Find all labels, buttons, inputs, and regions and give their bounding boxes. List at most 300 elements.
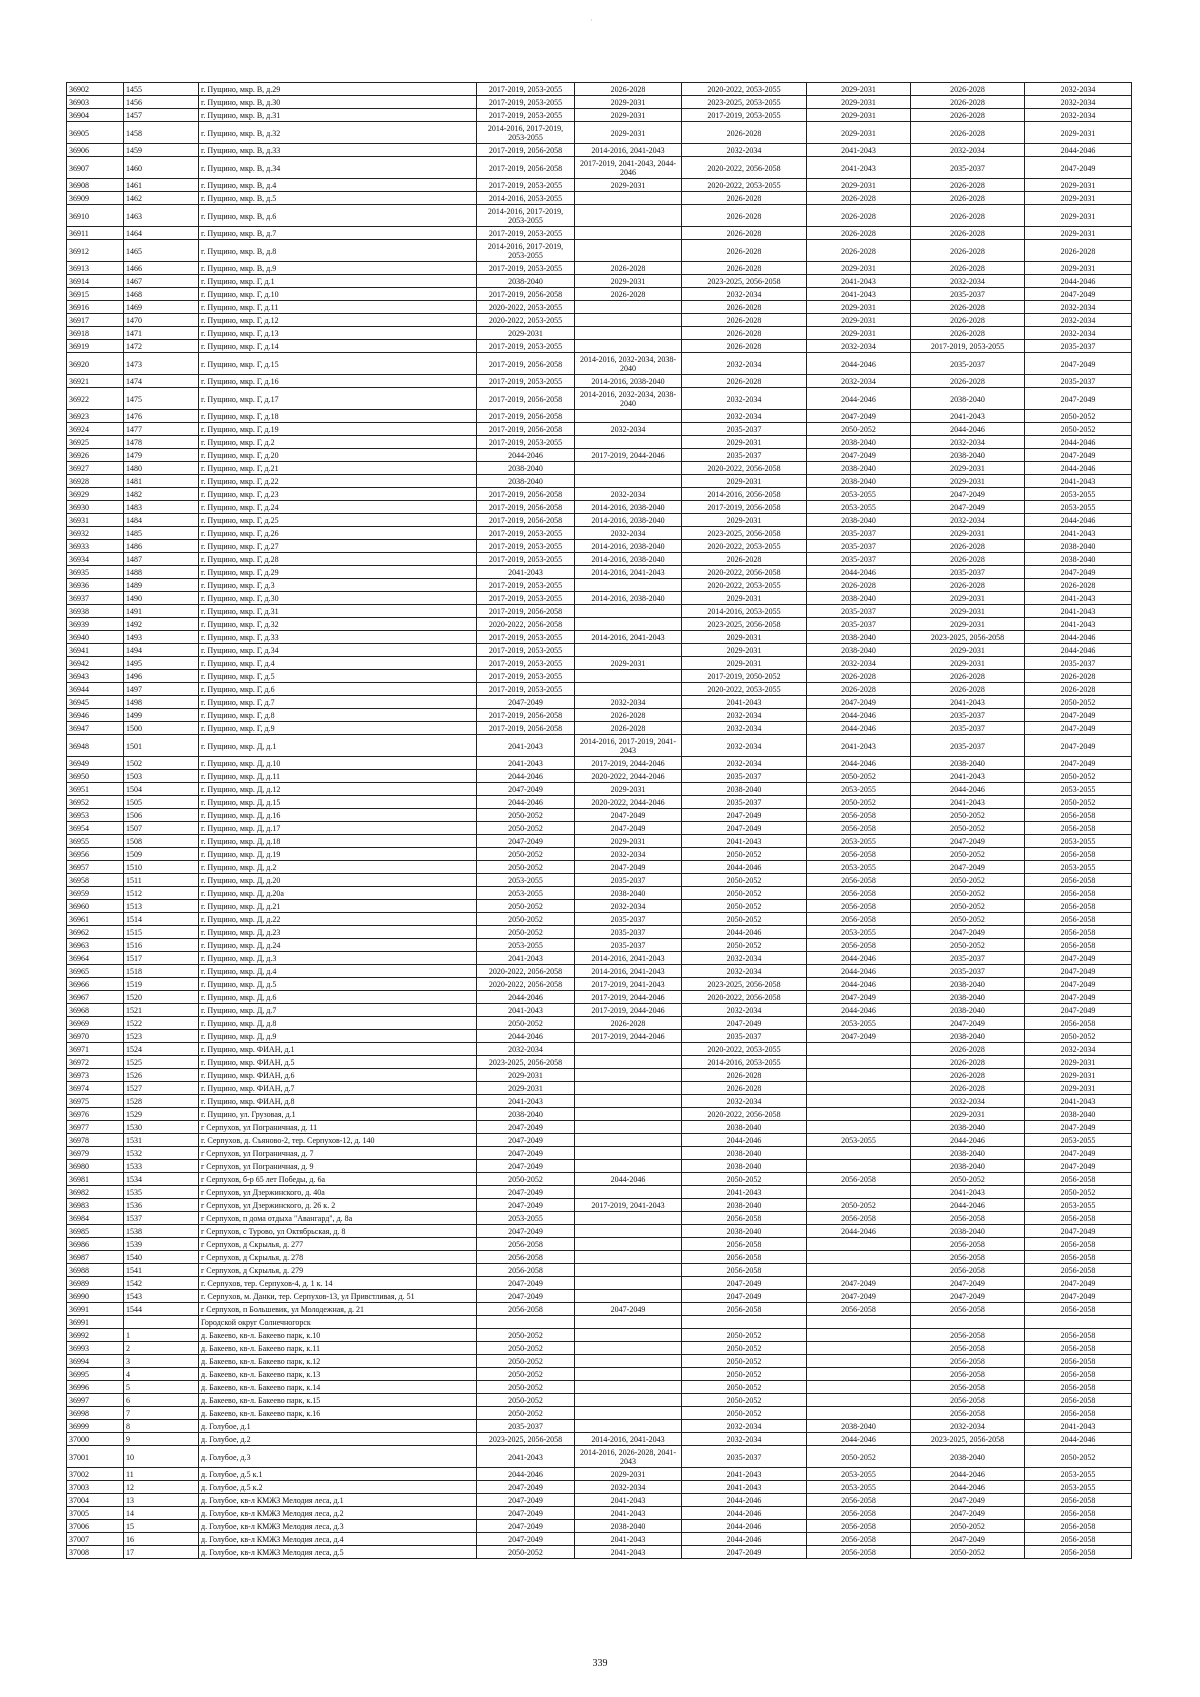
row-number-cell: 11	[124, 1468, 199, 1481]
period-cell-3: 2032-2034	[682, 353, 807, 375]
address-cell: г. Пущино, мкр. Д, д.23	[199, 926, 477, 939]
row-id-cell: 36943	[67, 670, 124, 683]
address-cell: г. Пущино, мкр. Г, д.5	[199, 670, 477, 683]
period-cell-1: 2020-2022, 2056-2058	[477, 965, 575, 978]
table-row	[67, 952, 1132, 965]
period-cell-2	[575, 670, 682, 683]
period-cell-4: 2038-2040	[807, 644, 911, 657]
table-row	[67, 275, 1132, 288]
period-cell-4	[807, 1186, 911, 1199]
period-cell-2	[575, 618, 682, 631]
period-cell-2: 2014-2016, 2038-2040	[575, 501, 682, 514]
address-cell: г. Пущино, мкр. Д, д.20	[199, 874, 477, 887]
period-cell-6: 2047-2049	[1025, 1277, 1132, 1290]
period-cell-5: 2056-2058	[911, 1342, 1025, 1355]
period-cell-4	[807, 1160, 911, 1173]
row-number-cell: 1544	[124, 1303, 199, 1316]
period-cell-2	[575, 1329, 682, 1342]
period-cell-1: 2029-2031	[477, 1082, 575, 1095]
period-cell-5: 2026-2028	[911, 314, 1025, 327]
row-number-cell: 1517	[124, 952, 199, 965]
table-row	[67, 579, 1132, 592]
period-cell-4	[807, 1381, 911, 1394]
period-cell-2: 2026-2028	[575, 1017, 682, 1030]
period-cell-4: 2029-2031	[807, 314, 911, 327]
address-cell: г. Пущино, мкр. В, д.29	[199, 83, 477, 96]
period-cell-3: 2041-2043	[682, 1186, 807, 1199]
row-number-cell: 1535	[124, 1186, 199, 1199]
period-cell-5: 2026-2028	[911, 683, 1025, 696]
period-cell-6: 2053-2055	[1025, 835, 1132, 848]
period-cell-2	[575, 1225, 682, 1238]
row-id-cell: 36929	[67, 488, 124, 501]
table-row	[67, 822, 1132, 835]
period-cell-4: 2026-2028	[807, 683, 911, 696]
period-cell-4: 2038-2040	[807, 631, 911, 644]
row-number-cell: 1538	[124, 1225, 199, 1238]
period-cell-5: 2029-2031	[911, 644, 1025, 657]
period-cell-3: 2050-2052	[682, 1407, 807, 1420]
period-cell-2: 2026-2028	[575, 709, 682, 722]
row-id-cell: 36905	[67, 122, 124, 144]
period-cell-1: 2047-2049	[477, 1199, 575, 1212]
period-cell-5: 2023-2025, 2056-2058	[911, 631, 1025, 644]
address-cell: г. Пущино, мкр. Д, д.8	[199, 1017, 477, 1030]
period-cell-5: 2038-2040	[911, 1030, 1025, 1043]
period-cell-2	[575, 1212, 682, 1225]
table-row	[67, 109, 1132, 122]
period-cell-4: 2035-2037	[807, 618, 911, 631]
period-cell-2: 2032-2034	[575, 488, 682, 501]
period-cell-5: 2038-2040	[911, 449, 1025, 462]
period-cell-6: 2029-2031	[1025, 122, 1132, 144]
address-cell: г. Пущино, мкр. В, д.5	[199, 192, 477, 205]
period-cell-4: 2053-2055	[807, 1468, 911, 1481]
row-number-cell: 1530	[124, 1121, 199, 1134]
address-cell: г. Пущино, мкр. Д, д.3	[199, 952, 477, 965]
address-cell: д. Бакеево, кв-л. Бакеево парк, к.16	[199, 1407, 477, 1420]
period-cell-1: 2047-2049	[477, 696, 575, 709]
period-cell-6: 2047-2049	[1025, 965, 1132, 978]
table-row	[67, 527, 1132, 540]
period-cell-6: 2056-2058	[1025, 1173, 1132, 1186]
period-cell-6: 2044-2046	[1025, 644, 1132, 657]
table-row	[67, 683, 1132, 696]
row-id-cell: 36974	[67, 1082, 124, 1095]
period-cell-4: 2044-2046	[807, 709, 911, 722]
period-cell-4: 2056-2058	[807, 809, 911, 822]
period-cell-1: 2053-2055	[477, 1212, 575, 1225]
period-cell-1: 2017-2019, 2053-2055	[477, 262, 575, 275]
period-cell-1: 2017-2019, 2053-2055	[477, 631, 575, 644]
period-cell-1: 2047-2049	[477, 1186, 575, 1199]
period-cell-3: 2035-2037	[682, 770, 807, 783]
period-cell-4: 2047-2049	[807, 1290, 911, 1303]
row-number-cell: 1543	[124, 1290, 199, 1303]
period-cell-6: 2041-2043	[1025, 605, 1132, 618]
period-cell-1: 2047-2049	[477, 1533, 575, 1546]
row-number-cell: 1516	[124, 939, 199, 952]
period-cell-6: 2050-2052	[1025, 423, 1132, 436]
period-cell-5: 2026-2028	[911, 83, 1025, 96]
table-row	[67, 240, 1132, 262]
period-cell-5: 2035-2037	[911, 735, 1025, 757]
table-row	[67, 1043, 1132, 1056]
row-number-cell: 1479	[124, 449, 199, 462]
period-cell-6: 2053-2055	[1025, 1199, 1132, 1212]
row-id-cell: 36991	[67, 1316, 124, 1329]
period-cell-4: 2056-2058	[807, 1533, 911, 1546]
period-cell-6: 2032-2034	[1025, 301, 1132, 314]
period-cell-2: 2014-2016, 2038-2040	[575, 375, 682, 388]
row-number-cell: 1486	[124, 540, 199, 553]
period-cell-4: 2044-2046	[807, 965, 911, 978]
row-number-cell: 1524	[124, 1043, 199, 1056]
row-id-cell: 36965	[67, 965, 124, 978]
row-number-cell: 1463	[124, 205, 199, 227]
row-number-cell: 1541	[124, 1264, 199, 1277]
period-cell-3: 2050-2052	[682, 874, 807, 887]
table-row	[67, 1186, 1132, 1199]
period-cell-4: 2035-2037	[807, 540, 911, 553]
period-cell-5: 2032-2034	[911, 1095, 1025, 1108]
row-number-cell: 1457	[124, 109, 199, 122]
period-cell-3: 2026-2028	[682, 375, 807, 388]
row-id-cell: 36908	[67, 179, 124, 192]
period-cell-1: 2050-2052	[477, 861, 575, 874]
row-id-cell: 37003	[67, 1481, 124, 1494]
row-id-cell: 36924	[67, 423, 124, 436]
period-cell-3: 2050-2052	[682, 939, 807, 952]
period-cell-1: 2017-2019, 2056-2058	[477, 144, 575, 157]
row-id-cell: 37000	[67, 1433, 124, 1446]
row-id-cell: 36986	[67, 1238, 124, 1251]
period-cell-3: 2050-2052	[682, 1368, 807, 1381]
period-cell-4: 2029-2031	[807, 96, 911, 109]
period-cell-5: 2047-2049	[911, 1533, 1025, 1546]
row-number-cell: 1481	[124, 475, 199, 488]
period-cell-4: 2038-2040	[807, 462, 911, 475]
period-cell-2: 2032-2034	[575, 848, 682, 861]
period-cell-6: 2053-2055	[1025, 1134, 1132, 1147]
period-cell-1: 2017-2019, 2053-2055	[477, 592, 575, 605]
period-cell-2: 2041-2043	[575, 1507, 682, 1520]
period-cell-2	[575, 475, 682, 488]
housing-register-table	[66, 82, 1132, 1559]
period-cell-3: 2029-2031	[682, 514, 807, 527]
period-cell-5: 2026-2028	[911, 1043, 1025, 1056]
period-cell-5: 2050-2052	[911, 874, 1025, 887]
period-cell-4: 2044-2046	[807, 1433, 911, 1446]
period-cell-6: 2032-2034	[1025, 83, 1132, 96]
period-cell-4: 2038-2040	[807, 514, 911, 527]
period-cell-6: 2056-2058	[1025, 1251, 1132, 1264]
address-cell: г. Пущино, мкр. Г, д.1	[199, 275, 477, 288]
period-cell-6: 2029-2031	[1025, 179, 1132, 192]
period-cell-1: 2017-2019, 2053-2055	[477, 683, 575, 696]
table-row	[67, 1546, 1132, 1559]
row-id-cell: 36916	[67, 301, 124, 314]
period-cell-3: 2020-2022, 2053-2055	[682, 579, 807, 592]
row-number-cell: 10	[124, 1446, 199, 1468]
address-cell: г. Пущино, мкр. Д, д.4	[199, 965, 477, 978]
address-cell: г. Пущино, мкр. ФИАН, д.7	[199, 1082, 477, 1095]
table-row	[67, 874, 1132, 887]
row-id-cell: 36962	[67, 926, 124, 939]
period-cell-3: 2032-2034	[682, 388, 807, 410]
period-cell-5: 2044-2046	[911, 1199, 1025, 1212]
table-row	[67, 1030, 1132, 1043]
period-cell-6	[1025, 1316, 1132, 1329]
period-cell-2	[575, 205, 682, 227]
table-row	[67, 1160, 1132, 1173]
period-cell-5: 2026-2028	[911, 1069, 1025, 1082]
period-cell-4: 2053-2055	[807, 1017, 911, 1030]
period-cell-1: 2017-2019, 2056-2058	[477, 709, 575, 722]
period-cell-2	[575, 436, 682, 449]
period-cell-5: 2026-2028	[911, 262, 1025, 275]
period-cell-2: 2032-2034	[575, 527, 682, 540]
period-cell-5: 2035-2037	[911, 353, 1025, 375]
period-cell-6: 2050-2052	[1025, 1186, 1132, 1199]
row-id-cell: 37008	[67, 1546, 124, 1559]
period-cell-2: 2041-2043	[575, 1546, 682, 1559]
address-cell: г. Пущино, ул. Грузовая, д.1	[199, 1108, 477, 1121]
row-number-cell: 1504	[124, 783, 199, 796]
row-id-cell: 36941	[67, 644, 124, 657]
table-row	[67, 1134, 1132, 1147]
period-cell-2	[575, 1095, 682, 1108]
row-id-cell: 36926	[67, 449, 124, 462]
row-id-cell: 36911	[67, 227, 124, 240]
period-cell-4: 2056-2058	[807, 848, 911, 861]
period-cell-3: 2032-2034	[682, 757, 807, 770]
period-cell-5: 2050-2052	[911, 887, 1025, 900]
address-cell: г. Пущино, мкр. Г, д.3	[199, 579, 477, 592]
row-number-cell: 14	[124, 1507, 199, 1520]
period-cell-4: 2056-2058	[807, 1212, 911, 1225]
row-id-cell: 36936	[67, 579, 124, 592]
period-cell-5: 2035-2037	[911, 157, 1025, 179]
period-cell-3: 2017-2019, 2050-2052	[682, 670, 807, 683]
period-cell-5: 2026-2028	[911, 96, 1025, 109]
period-cell-5: 2038-2040	[911, 1147, 1025, 1160]
row-id-cell: 36981	[67, 1173, 124, 1186]
period-cell-6: 2056-2058	[1025, 1494, 1132, 1507]
period-cell-5: 2047-2049	[911, 861, 1025, 874]
row-number-cell: 1487	[124, 553, 199, 566]
row-id-cell: 36977	[67, 1121, 124, 1134]
period-cell-1: 2041-2043	[477, 1004, 575, 1017]
period-cell-2: 2035-2037	[575, 874, 682, 887]
table-row	[67, 144, 1132, 157]
table-row	[67, 436, 1132, 449]
period-cell-5: 2026-2028	[911, 540, 1025, 553]
period-cell-5: 2038-2040	[911, 978, 1025, 991]
table-row	[67, 514, 1132, 527]
period-cell-1: 2047-2049	[477, 1134, 575, 1147]
period-cell-4: 2047-2049	[807, 1277, 911, 1290]
address-cell: г. Пущино, мкр. В, д.31	[199, 109, 477, 122]
period-cell-4	[807, 1082, 911, 1095]
period-cell-3: 2035-2037	[682, 796, 807, 809]
period-cell-1: 2050-2052	[477, 900, 575, 913]
period-cell-1: 2050-2052	[477, 913, 575, 926]
period-cell-6: 2056-2058	[1025, 1368, 1132, 1381]
period-cell-5: 2056-2058	[911, 1251, 1025, 1264]
period-cell-3	[682, 1316, 807, 1329]
period-cell-5: 2047-2049	[911, 1494, 1025, 1507]
row-id-cell: 36947	[67, 722, 124, 735]
period-cell-5: 2047-2049	[911, 1507, 1025, 1520]
row-id-cell: 36996	[67, 1381, 124, 1394]
period-cell-1: 2056-2058	[477, 1251, 575, 1264]
table-row	[67, 1381, 1132, 1394]
period-cell-4	[807, 1264, 911, 1277]
period-cell-3: 2023-2025, 2056-2058	[682, 275, 807, 288]
period-cell-4: 2026-2028	[807, 227, 911, 240]
row-id-cell: 37007	[67, 1533, 124, 1546]
period-cell-5: 2056-2058	[911, 1394, 1025, 1407]
period-cell-4: 2041-2043	[807, 735, 911, 757]
period-cell-2	[575, 462, 682, 475]
period-cell-3: 2026-2028	[682, 1082, 807, 1095]
period-cell-2: 2044-2046	[575, 1173, 682, 1186]
period-cell-6: 2056-2058	[1025, 1546, 1132, 1559]
period-cell-5: 2041-2043	[911, 770, 1025, 783]
period-cell-2	[575, 579, 682, 592]
period-cell-5: 2035-2037	[911, 952, 1025, 965]
period-cell-3: 2047-2049	[682, 1546, 807, 1559]
row-id-cell: 36967	[67, 991, 124, 1004]
period-cell-2	[575, 410, 682, 423]
period-cell-1: 2014-2016, 2017-2019, 2053-2055	[477, 240, 575, 262]
period-cell-1: 2044-2046	[477, 770, 575, 783]
table-row	[67, 1095, 1132, 1108]
period-cell-3: 2035-2037	[682, 1030, 807, 1043]
row-id-cell: 36920	[67, 353, 124, 375]
period-cell-2	[575, 227, 682, 240]
address-cell: д. Бакеево, кв-л. Бакеево парк, к.15	[199, 1394, 477, 1407]
period-cell-3: 2038-2040	[682, 783, 807, 796]
row-number-cell: 1498	[124, 696, 199, 709]
table-row	[67, 861, 1132, 874]
period-cell-1: 2041-2043	[477, 1095, 575, 1108]
address-cell: г. Пущино, мкр. Д, д.20а	[199, 887, 477, 900]
row-number-cell: 1510	[124, 861, 199, 874]
period-cell-1: 2050-2052	[477, 822, 575, 835]
period-cell-4	[807, 1394, 911, 1407]
address-cell: г. Пущино, мкр. В, д.30	[199, 96, 477, 109]
period-cell-2	[575, 1277, 682, 1290]
period-cell-1: 2050-2052	[477, 1546, 575, 1559]
row-number-cell: 1502	[124, 757, 199, 770]
period-cell-3: 2044-2046	[682, 1507, 807, 1520]
period-cell-3: 2050-2052	[682, 1173, 807, 1186]
address-cell: г. Пущино, мкр. Д, д.18	[199, 835, 477, 848]
period-cell-5: 2038-2040	[911, 388, 1025, 410]
address-cell: г. Пущино, мкр. Г, д.28	[199, 553, 477, 566]
period-cell-3: 2029-2031	[682, 436, 807, 449]
period-cell-4: 2029-2031	[807, 179, 911, 192]
row-number-cell: 1490	[124, 592, 199, 605]
row-number-cell: 1468	[124, 288, 199, 301]
row-number-cell: 1473	[124, 353, 199, 375]
address-cell: д. Голубое, д.3	[199, 1446, 477, 1468]
period-cell-6: 2047-2049	[1025, 735, 1132, 757]
period-cell-1: 2017-2019, 2053-2055	[477, 436, 575, 449]
period-cell-5: 2050-2052	[911, 1173, 1025, 1186]
table-row	[67, 835, 1132, 848]
period-cell-3: 2014-2016, 2053-2055	[682, 1056, 807, 1069]
period-cell-1: 2041-2043	[477, 735, 575, 757]
period-cell-3: 2050-2052	[682, 900, 807, 913]
period-cell-2: 2035-2037	[575, 913, 682, 926]
address-cell: д. Голубое, кв-л КМЖЗ Мелодия леса, д.2	[199, 1507, 477, 1520]
row-number-cell: 1458	[124, 122, 199, 144]
period-cell-2: 2035-2037	[575, 926, 682, 939]
period-cell-5: 2050-2052	[911, 1546, 1025, 1559]
period-cell-6: 2053-2055	[1025, 861, 1132, 874]
period-cell-1: 2032-2034	[477, 1043, 575, 1056]
period-cell-1: 2047-2049	[477, 783, 575, 796]
period-cell-5: 2026-2028	[911, 227, 1025, 240]
table-row	[67, 770, 1132, 783]
period-cell-1: 2044-2046	[477, 991, 575, 1004]
period-cell-2	[575, 1056, 682, 1069]
period-cell-1: 2017-2019, 2056-2058	[477, 605, 575, 618]
period-cell-3: 2020-2022, 2053-2055	[682, 540, 807, 553]
period-cell-6: 2032-2034	[1025, 109, 1132, 122]
row-id-cell: 36934	[67, 553, 124, 566]
address-cell: г Серпухов, б-р 65 лет Победы, д. 6а	[199, 1173, 477, 1186]
row-number-cell: 1518	[124, 965, 199, 978]
address-cell: г. Пущино, мкр. Г, д.6	[199, 683, 477, 696]
period-cell-2	[575, 314, 682, 327]
period-cell-5: 2026-2028	[911, 579, 1025, 592]
period-cell-4: 2041-2043	[807, 275, 911, 288]
period-cell-4	[807, 1043, 911, 1056]
period-cell-3: 2020-2022, 2053-2055	[682, 83, 807, 96]
period-cell-4	[807, 1069, 911, 1082]
period-cell-6: 2041-2043	[1025, 527, 1132, 540]
period-cell-5: 2035-2037	[911, 965, 1025, 978]
period-cell-5: 2044-2046	[911, 1481, 1025, 1494]
address-cell: г. Пущино, мкр. В, д.9	[199, 262, 477, 275]
row-id-cell: 36964	[67, 952, 124, 965]
row-number-cell: 1539	[124, 1238, 199, 1251]
row-number-cell: 1497	[124, 683, 199, 696]
period-cell-1: 2053-2055	[477, 939, 575, 952]
period-cell-4: 2029-2031	[807, 327, 911, 340]
table-row	[67, 1225, 1132, 1238]
period-cell-5: 2050-2052	[911, 848, 1025, 861]
period-cell-5: 2056-2058	[911, 1238, 1025, 1251]
period-cell-3: 2026-2028	[682, 262, 807, 275]
period-cell-1: 2017-2019, 2056-2058	[477, 488, 575, 501]
period-cell-6: 2047-2049	[1025, 1004, 1132, 1017]
address-cell: д. Голубое, кв-л КМЖЗ Мелодия леса, д.4	[199, 1533, 477, 1546]
period-cell-4: 2029-2031	[807, 83, 911, 96]
period-cell-5: 2026-2028	[911, 122, 1025, 144]
period-cell-4: 2044-2046	[807, 722, 911, 735]
period-cell-3: 2032-2034	[682, 288, 807, 301]
period-cell-4: 2044-2046	[807, 353, 911, 375]
address-cell: г Серпухов, ул Дзержинского, д. 26 к. 2	[199, 1199, 477, 1212]
address-cell: д. Бакеево, кв-л. Бакеево парк, к.13	[199, 1368, 477, 1381]
period-cell-2: 2017-2019, 2044-2046	[575, 991, 682, 1004]
table-row	[67, 1017, 1132, 1030]
